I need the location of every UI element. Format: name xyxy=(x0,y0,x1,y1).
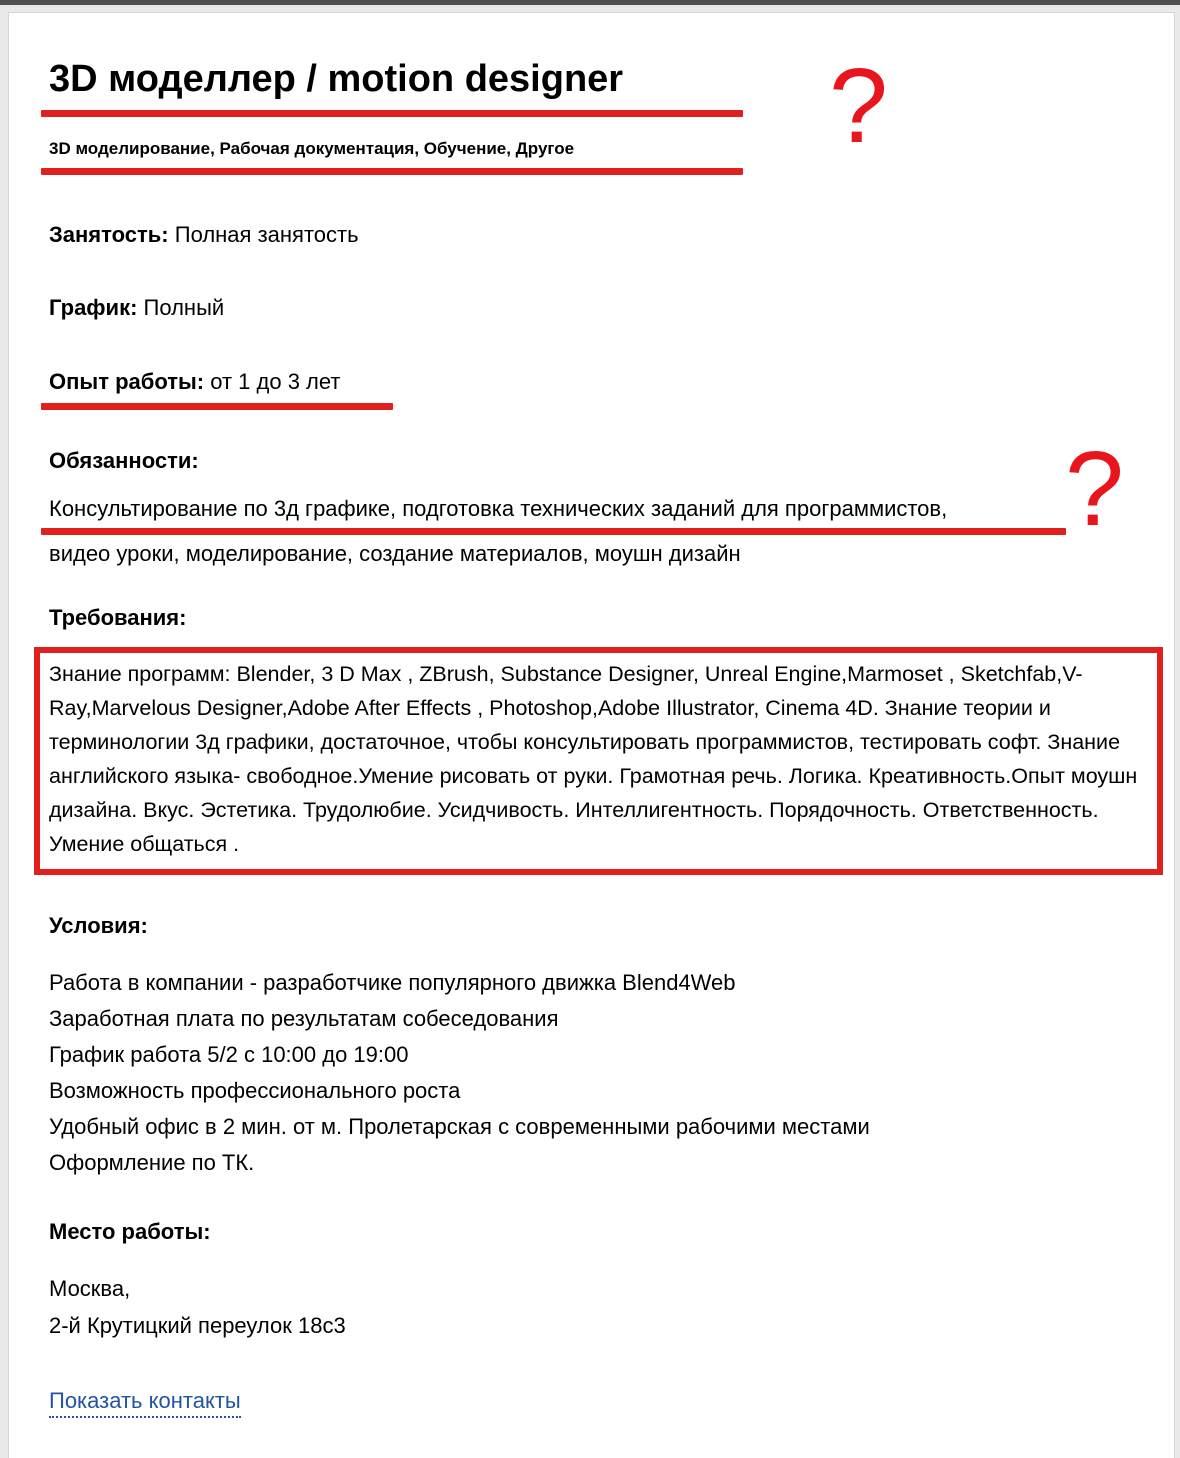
show-contacts-link[interactable]: Показать контакты xyxy=(49,1388,241,1418)
page-title: 3D моделлер / motion designer xyxy=(49,58,624,100)
annotation-box-requirements xyxy=(34,647,1163,875)
vacancy-page xyxy=(8,12,1175,1458)
condition-line: Удобный офис в 2 мин. от м. Пролетарская с современными рабочими местами xyxy=(49,1114,870,1140)
contacts-block xyxy=(49,1388,1169,1418)
location-city: Москва, xyxy=(49,1275,131,1301)
employment-value: Полная занятость xyxy=(168,222,359,248)
requirements-text: Знание программ: Blender, 3 D Max , ZBrush, Substance Designer, Unreal Engine,Marmoset , Sketchfab,V-Ray,Marvelous Designer,Adobe After Effects , Photoshop,Adobe Illustrator, Cinema 4D. Знание теории и терминологии 3д графики, достаточное, чтобы консультировать программистов, тестировать софт. Знание английского языка- свободное.Умение рисовать от руки. Грамотная речь. Логика. Креативность.Опыт моушн дизайна. Вкус. Эстетика. Трудолюбие. Усидчивость. Интеллигентность. Порядочность. Ответственность. Умение общаться . xyxy=(49,661,1138,856)
vacancy-header xyxy=(49,47,1169,175)
location-heading: Место работы: xyxy=(49,1219,211,1245)
screen-top-edge xyxy=(0,0,1180,5)
conditions-block xyxy=(49,965,1169,1181)
schedule-value: Полный xyxy=(137,295,225,321)
vacancy-categories: 3D моделирование, Рабочая документация, Обучение, Другое xyxy=(49,138,575,158)
schedule-field xyxy=(49,295,1169,321)
duties-line-2: видео уроки, моделирование, создание материалов, моушн дизайн xyxy=(49,541,741,567)
question-mark-annotation-2: ? xyxy=(1065,429,1124,548)
vacancy-content xyxy=(49,47,1169,1418)
schedule-label: График: xyxy=(49,295,138,321)
employment-field xyxy=(49,222,1169,248)
employment-label: Занятость: xyxy=(49,222,169,248)
duties-heading: Обязанности: xyxy=(49,448,199,474)
condition-line: Заработная плата по результатам собеседования xyxy=(49,1006,559,1032)
experience-value: от 1 до 3 лет xyxy=(204,368,341,394)
annotation-underline-title xyxy=(41,110,743,117)
condition-line: График работа 5/2 с 10:00 до 19:00 xyxy=(49,1042,409,1068)
requirements-heading: Требования: xyxy=(49,605,187,631)
annotation-underline-duties xyxy=(41,528,1066,535)
annotation-underline-categories xyxy=(41,168,743,175)
question-mark-annotation-1: ? xyxy=(829,47,888,165)
duties-line-1: Консультирование по 3д графике, подготовка технических заданий для программистов, xyxy=(49,495,948,521)
experience-field xyxy=(49,369,1169,395)
location-address: 2-й Крутицкий переулок 18с3 xyxy=(49,1312,346,1338)
location-block xyxy=(49,1270,1169,1344)
annotation-underline-experience xyxy=(41,403,393,410)
condition-line: Работа в компании - разработчике популярного движка Blend4Web xyxy=(49,970,736,996)
experience-label: Опыт работы: xyxy=(49,368,205,394)
condition-line: Возможность профессионального роста xyxy=(49,1078,461,1104)
condition-line: Оформление по ТК. xyxy=(49,1150,255,1176)
conditions-heading: Условия: xyxy=(49,912,148,938)
